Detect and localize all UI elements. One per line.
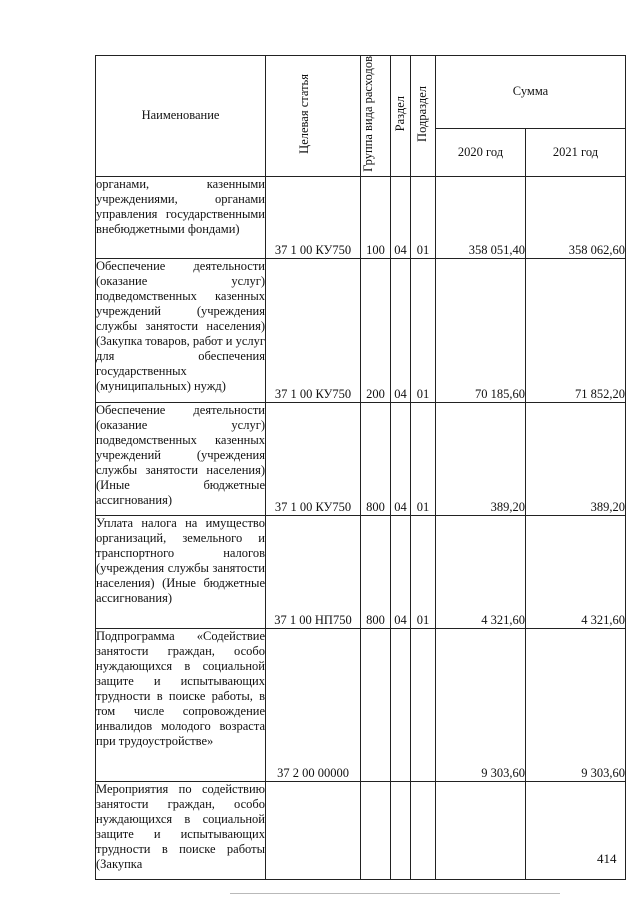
row-target xyxy=(266,781,361,879)
row-name: Подпрограмма «Содействие занятости граждан, особо нуждающихся в социальной защите и испытывающих трудности в поиске работы, в том числе сопровождение инвалидов молодого возраста при трудоустройстве» xyxy=(96,628,266,781)
row-name: Мероприятия по содействию занятости граждан, особо нуждающихся в социальной защите и испытывающих трудности в поиске работы (Закупка xyxy=(96,781,266,879)
row-name: Обеспечение деятельности (оказание услуг) подведомственных казенных учреждений (учреждения службы занятости населения) (Иные бюджетные ассигнования) xyxy=(96,402,266,515)
row-sum-2020: 4 321,60 xyxy=(436,515,526,628)
budget-table xyxy=(95,55,626,880)
row-subsection: 01 xyxy=(411,176,436,258)
row-sum-2021: 358 062,60 xyxy=(526,176,626,258)
row-section: 04 xyxy=(391,515,411,628)
row-sum-2021: 4 321,60 xyxy=(526,515,626,628)
table-row xyxy=(96,628,626,781)
row-sum-2020: 9 303,60 xyxy=(436,628,526,781)
row-name: органами, казенными учреждениями, органами управления государственными внебюджетными фондами) xyxy=(96,176,266,258)
row-section xyxy=(391,628,411,781)
row-target: 37 1 00 КУ750 xyxy=(266,402,361,515)
row-section: 04 xyxy=(391,176,411,258)
header-name: Наименование xyxy=(96,56,266,177)
row-sum-2021: 71 852,20 xyxy=(526,258,626,402)
row-sum-2020: 358 051,40 xyxy=(436,176,526,258)
row-target: 37 1 00 НП750 xyxy=(266,515,361,628)
table-row xyxy=(96,781,626,879)
header-subsection: Подраздел xyxy=(411,56,436,177)
row-section xyxy=(391,781,411,879)
row-subsection: 01 xyxy=(411,258,436,402)
page-number: 414 xyxy=(597,851,617,866)
row-subsection xyxy=(411,628,436,781)
row-subsection: 01 xyxy=(411,402,436,515)
row-sum-2021: 9 303,60 xyxy=(526,628,626,781)
table-row xyxy=(96,515,626,628)
table-row xyxy=(96,258,626,402)
row-target: 37 2 00 00000 xyxy=(266,628,361,781)
row-section: 04 xyxy=(391,402,411,515)
footer-rule xyxy=(230,893,560,894)
header-year-2021: 2021 год xyxy=(526,128,626,176)
row-group: 100 xyxy=(361,176,391,258)
row-name: Обеспечение деятельности (оказание услуг) подведомственных казенных учреждений (учреждения службы занятости населения) (Закупка товаров, работ и услуг для обеспечения государственных (муниципальных) нужд) xyxy=(96,258,266,402)
row-target: 37 1 00 КУ750 xyxy=(266,258,361,402)
header-target-article: Целевая статья xyxy=(266,56,361,177)
row-subsection: 01 xyxy=(411,515,436,628)
row-group: 200 xyxy=(361,258,391,402)
row-group xyxy=(361,781,391,879)
row-group xyxy=(361,628,391,781)
row-section: 04 xyxy=(391,258,411,402)
header-section: Раздел xyxy=(391,56,411,177)
row-subsection xyxy=(411,781,436,879)
header-expense-group: Группа вида расходов xyxy=(361,56,391,177)
table-row xyxy=(96,402,626,515)
row-target: 37 1 00 КУ750 xyxy=(266,176,361,258)
row-sum-2020 xyxy=(436,781,526,879)
row-sum-2020: 70 185,60 xyxy=(436,258,526,402)
row-group: 800 xyxy=(361,402,391,515)
header-sum: Сумма xyxy=(436,56,626,129)
row-group: 800 xyxy=(361,515,391,628)
header-year-2020: 2020 год xyxy=(436,128,526,176)
row-sum-2020: 389,20 xyxy=(436,402,526,515)
row-sum-2021: 389,20 xyxy=(526,402,626,515)
row-name: Уплата налога на имущество организаций, земельного и транспортного налогов (учреждения службы занятости населения) (Иные бюджетные ассигнования) xyxy=(96,515,266,628)
table-row xyxy=(96,176,626,258)
